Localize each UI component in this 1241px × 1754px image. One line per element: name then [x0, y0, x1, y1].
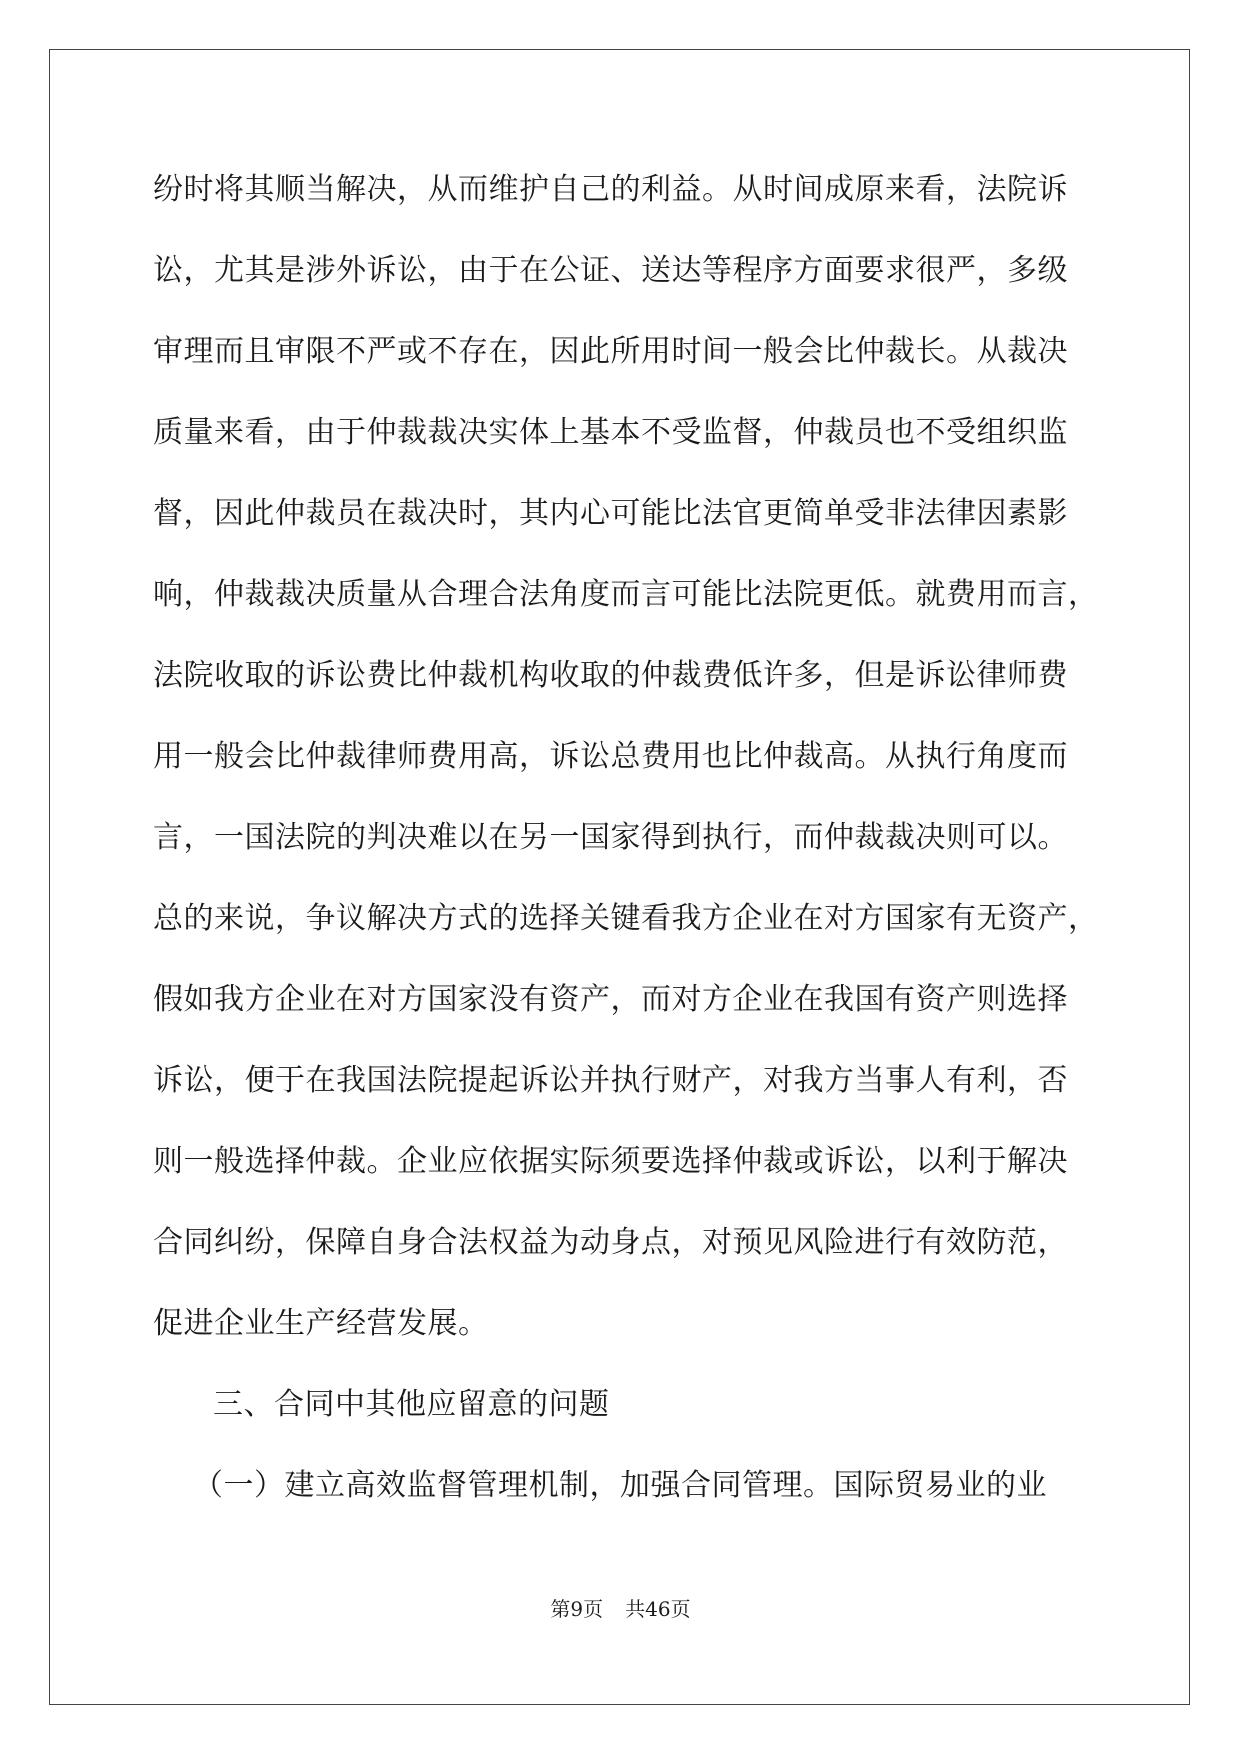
body-line: 法院收取的诉讼费比仲裁机构收取的仲裁费低许多，但是诉讼律师费: [153, 658, 1068, 693]
body-line: 促进企业生产经营发展。: [153, 1306, 489, 1341]
body-line: 质量来看，由于仲裁裁决实体上基本不受监督，仲裁员也不受组织监: [153, 415, 1068, 450]
subsection-line: （一）建立高效监督管理机制，加强合同管理。国际贸易业的业: [193, 1468, 1047, 1503]
body-line: 讼，尤其是涉外诉讼，由于在公证、送达等程序方面要求很严，多级: [153, 253, 1068, 288]
body-line: 纷时将其顺当解决，从而维护自己的利益。从时间成原来看，法院诉: [153, 172, 1068, 207]
page-footer: [0, 1596, 1241, 1622]
page-total: 共46页: [625, 1597, 691, 1621]
body-line: 督，因此仲裁员在裁决时，其内心可能比法官更简单受非法律因素影: [153, 496, 1068, 531]
body-line: 审理而且审限不严或不存在，因此所用时间一般会比仲裁长。从裁决: [153, 334, 1068, 369]
body-line: 用一般会比仲裁律师费用高，诉讼总费用也比仲裁高。从执行角度而: [153, 739, 1068, 774]
body-line: 总的来说，争议解决方式的选择关键看我方企业在对方国家有无资产，: [153, 901, 1099, 936]
section-heading: 三、合同中其他应留意的问题: [213, 1387, 610, 1422]
body-line: 合同纠纷，保障自身合法权益为动身点，对预见风险进行有效防范，: [153, 1225, 1068, 1260]
body-line: 言，一国法院的判决难以在另一国家得到执行，而仲裁裁决则可以。: [153, 820, 1068, 855]
body-line: 则一般选择仲裁。企业应依据实际须要选择仲裁或诉讼，以利于解决: [153, 1144, 1068, 1179]
document-body: [153, 160, 1099, 1537]
page-number: 第9页: [550, 1597, 604, 1621]
body-line: 假如我方企业在对方国家没有资产，而对方企业在我国有资产则选择: [153, 982, 1068, 1017]
body-line: 诉讼，便于在我国法院提起诉讼并执行财产，对我方当事人有利，否: [153, 1063, 1068, 1098]
body-line: 响，仲裁裁决质量从合理合法角度而言可能比法院更低。就费用而言，: [153, 577, 1099, 612]
